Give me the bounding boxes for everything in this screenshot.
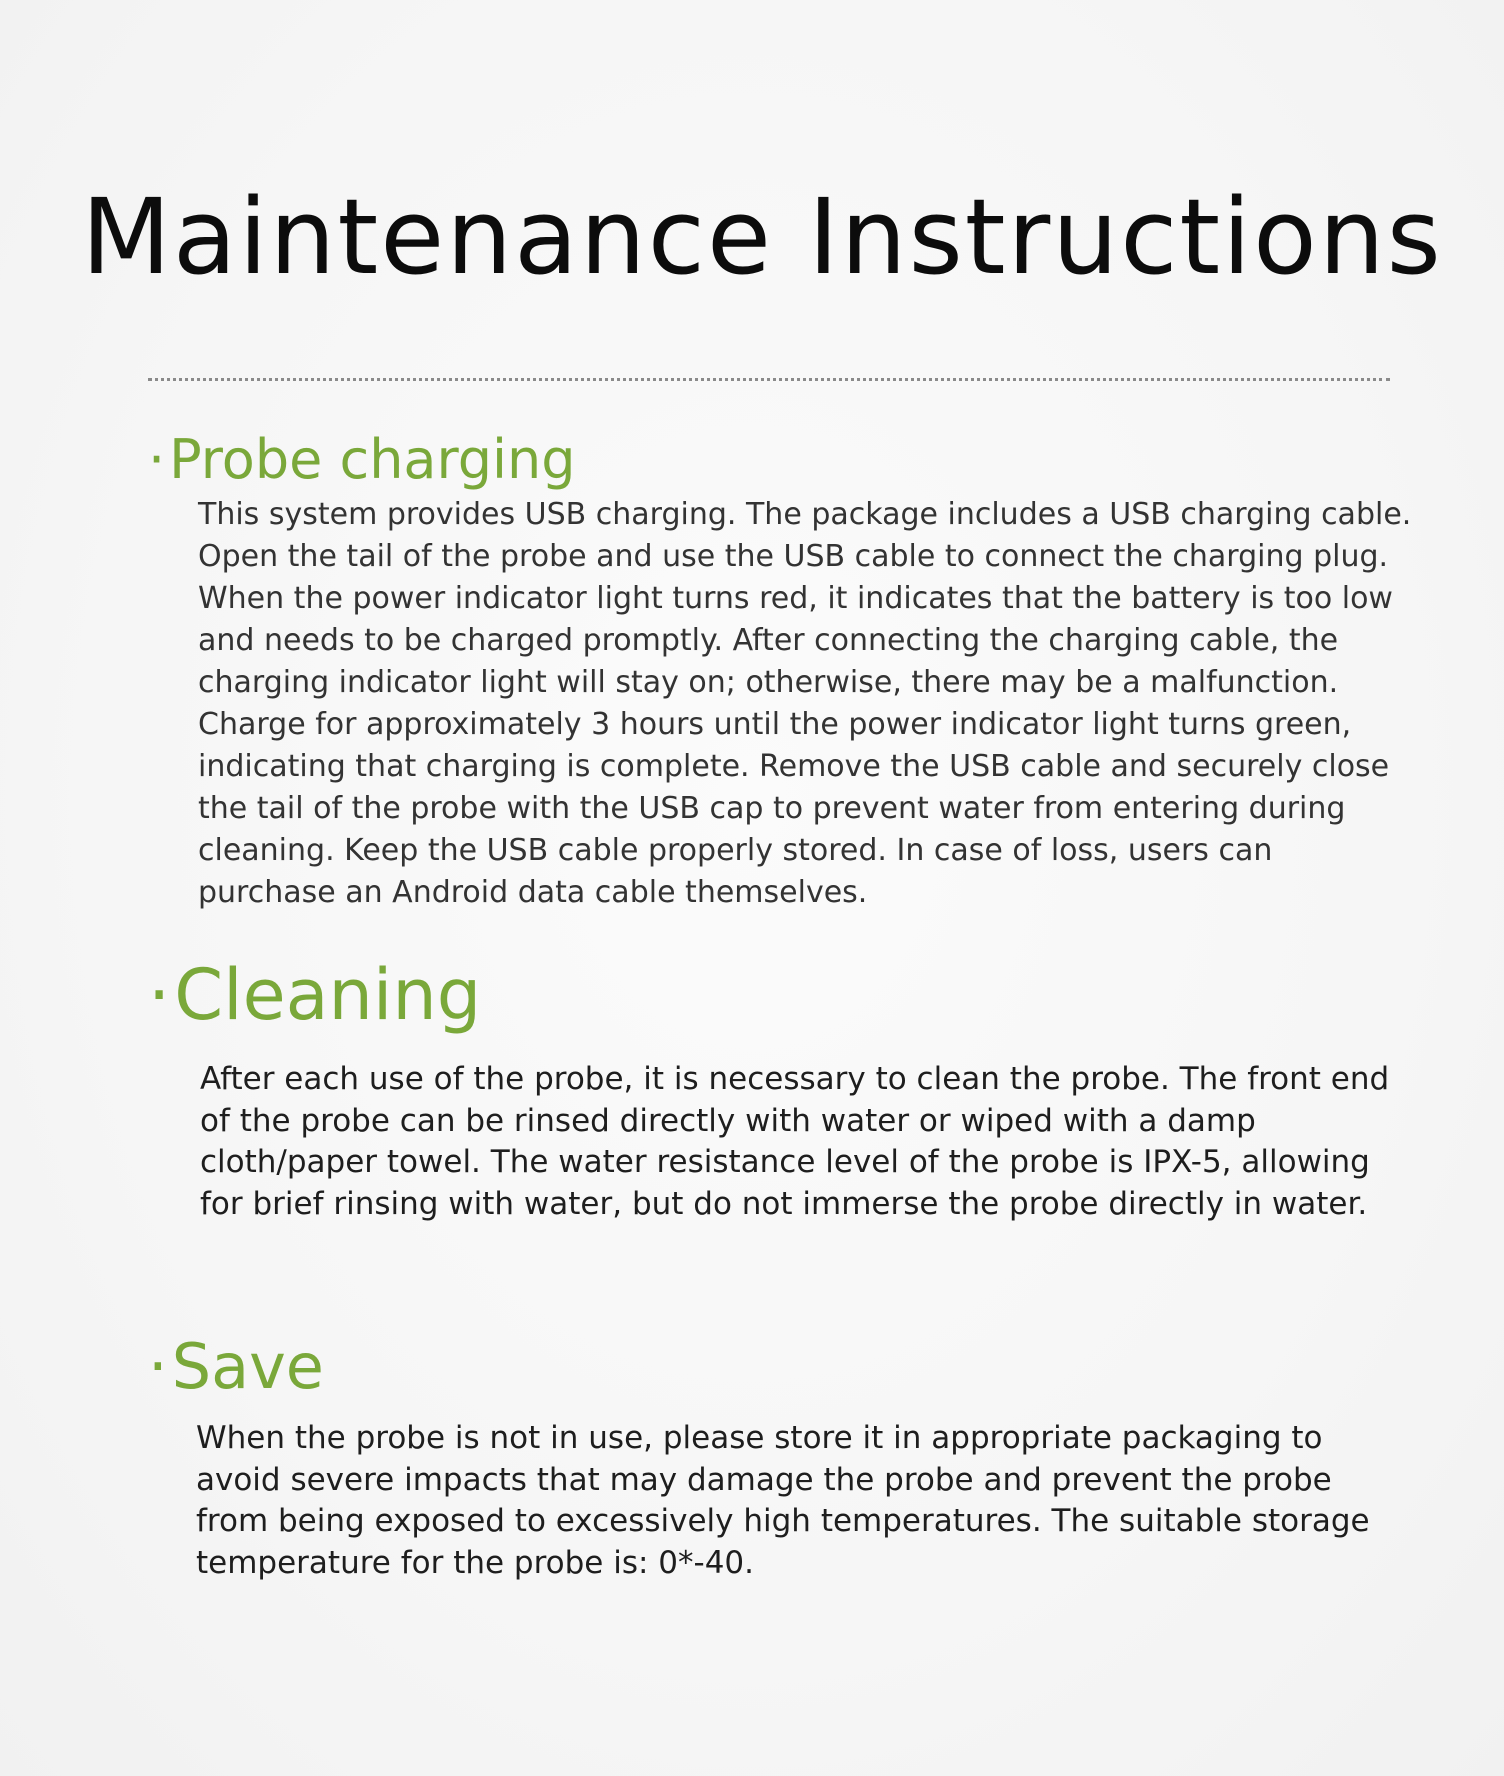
section-heading-probe-charging — [148, 424, 576, 496]
page-title: Maintenance Instructions — [81, 176, 1443, 298]
section-body-save: When the probe is not in use, please store it in appropriate packaging to avoid severe impacts that may damage the probe and prevent the probe from being exposed to excessively high temperatures. The suitable storage temperature for the probe is: 0*-40. — [196, 1420, 1370, 1581]
bullet-icon: · — [148, 1330, 168, 1403]
section-heading-save — [148, 1326, 324, 1408]
section-heading-label: Cleaning — [174, 954, 482, 1036]
bullet-icon: · — [148, 428, 166, 491]
section-body-cleaning: After each use of the probe, it is necessary to clean the probe. The front end of the probe can be rinsed directly with water or wiped with a damp cloth/paper towel. The water resistance level of the probe is IPX-5, allowing for brief rinsing with water, but do not immerse the probe directly in water. — [200, 1061, 1390, 1222]
bullet-icon: · — [148, 954, 171, 1036]
section-body-probe-charging: This system provides USB charging. The package includes a USB charging cable. Open the tail of the probe and use the USB cable to connect the charging plug. When the power indicator light turns red, it indicates that the battery is too low and needs to be charged promptly. After connecting the charging cable, the charging indicator light will stay on; otherwise, there may be a malfunction. Charge for approximately 3 hours until the power indicator light turns green, indicating that charging is complete. Remove the USB cable and securely close the tail of the probe with the USB cap to prevent water from entering during cleaning. Keep the USB cable properly stored. In case of loss, users can purchase an Android data cable themselves. — [198, 497, 1412, 910]
section-heading-label: Save — [171, 1330, 324, 1403]
section-heading-cleaning — [148, 950, 481, 1040]
section-heading-label: Probe charging — [169, 428, 576, 491]
dotted-divider — [148, 378, 1390, 381]
